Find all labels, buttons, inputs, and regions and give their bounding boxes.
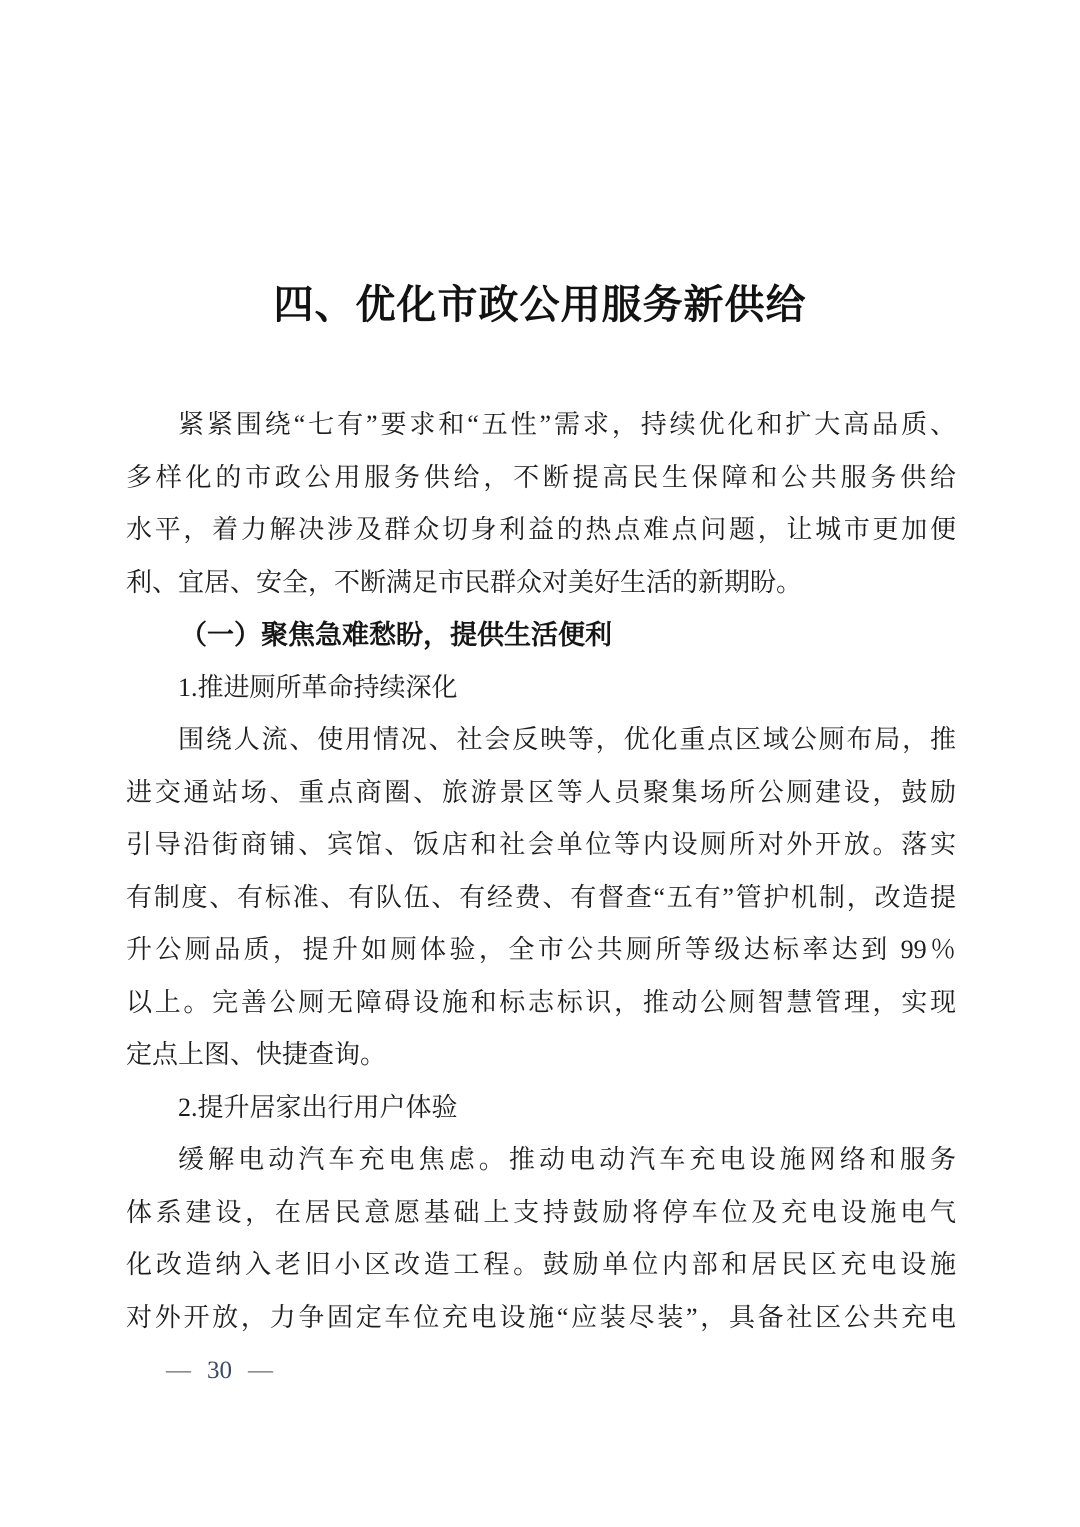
paragraph-line: 定点上图、快捷查询。: [126, 1040, 387, 1069]
section-heading: （一）聚焦急难愁盼，提供生活便利: [180, 620, 612, 650]
paragraph-line: 化改造纳入老旧小区改造工程。鼓励单位内部和居民区充电设施: [126, 1250, 956, 1279]
footer-dash-right: —: [248, 1357, 273, 1384]
item-heading: 1.推进厕所革命持续深化: [178, 672, 458, 702]
page-number: 30: [207, 1357, 232, 1384]
paragraph-line: 围绕人流、使用情况、社会反映等，优化重点区域公厕布局，推: [178, 725, 956, 754]
paragraph-line: 引导沿街商铺、宾馆、饭店和社会单位等内设厕所对外开放。落实: [126, 830, 956, 859]
paragraph-line: 紧紧围绕“七有”要求和“五性”需求，持续优化和扩大高品质、: [178, 410, 956, 439]
item-heading: 2.提升居家出行用户体验: [178, 1092, 458, 1122]
page-title: 四、优化市政公用服务新供给: [273, 282, 807, 327]
paragraph-line: 缓解电动汽车充电焦虑。推动电动汽车充电设施网络和服务: [178, 1145, 956, 1174]
paragraph-line: 利、宜居、安全，不断满足市民群众对美好生活的新期盼。: [126, 567, 803, 597]
paragraph-line: 多样化的市政公用服务供给，不断提高民生保障和公共服务供给: [126, 462, 956, 492]
page-footer: [166, 1350, 273, 1392]
paragraph-line: 体系建设，在居民意愿基础上支持鼓励将停车位及充电设施电气: [126, 1197, 956, 1227]
document-body: [126, 399, 956, 1344]
paragraph-line: 以上。完善公厕无障碍设施和标志标识，推动公厕智慧管理，实现: [126, 987, 956, 1017]
footer-dash-left: —: [166, 1357, 191, 1384]
paragraph-line: 对外开放，力争固定车位充电设施“应装尽装”，具备社区公共充电: [126, 1302, 956, 1332]
paragraph-line: 升公厕品质，提升如厕体验，全市公共厕所等级达标率达到 99％: [126, 935, 956, 964]
paragraph-line: 有制度、有标准、有队伍、有经费、有督查“五有”管护机制，改造提: [126, 882, 956, 912]
paragraph-line: 水平，着力解决涉及群众切身利益的热点难点问题，让城市更加便: [126, 515, 956, 544]
paragraph-line: 进交通站场、重点商圈、旅游景区等人员聚集场所公厕建设，鼓励: [126, 777, 956, 807]
